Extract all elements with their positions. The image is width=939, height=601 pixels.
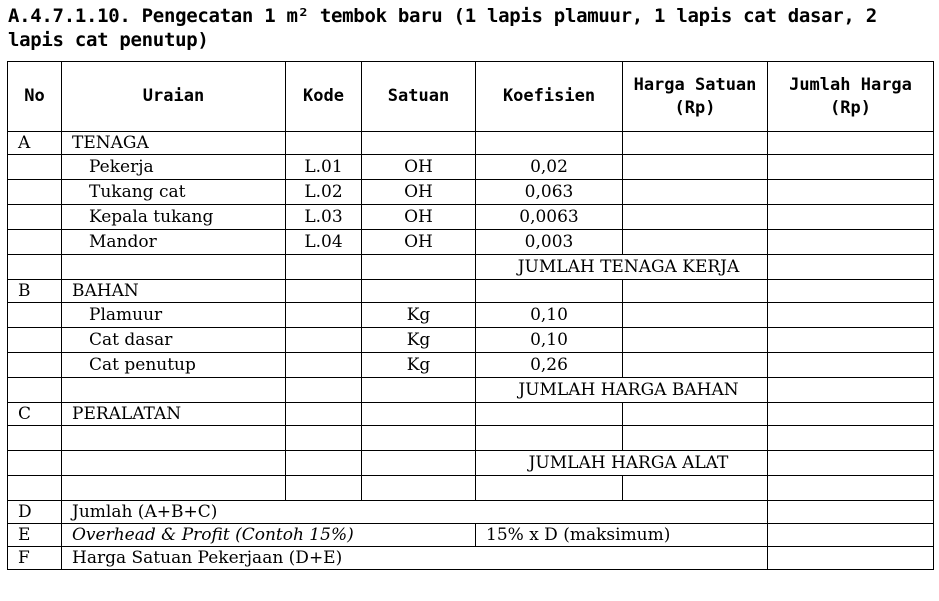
table-row bbox=[8, 353, 934, 378]
item-kode: L.03 bbox=[286, 205, 362, 230]
summary-label: Harga Satuan Pekerjaan (D+E) bbox=[62, 547, 768, 570]
table-row bbox=[8, 328, 934, 353]
item-koefisien: 0,02 bbox=[476, 155, 623, 180]
section-no: A bbox=[8, 132, 62, 155]
total-label: JUMLAH TENAGA KERJA bbox=[476, 255, 768, 280]
item-koefisien: 0,10 bbox=[476, 328, 623, 353]
item-satuan: OH bbox=[362, 230, 476, 255]
section-label: TENAGA bbox=[62, 132, 286, 155]
table-row bbox=[8, 476, 934, 501]
summary-no: D bbox=[8, 501, 62, 524]
header-uraian: Uraian bbox=[62, 62, 286, 132]
summary-label: Jumlah (A+B+C) bbox=[62, 501, 768, 524]
item-uraian: Pekerja bbox=[62, 155, 286, 180]
item-koefisien: 0,26 bbox=[476, 353, 623, 378]
section-no: C bbox=[8, 403, 62, 426]
summary-no: F bbox=[8, 547, 62, 570]
header-jumlah-harga: Jumlah Harga (Rp) bbox=[768, 62, 934, 132]
section-label: PERALATAN bbox=[62, 403, 286, 426]
total-row-tenaga bbox=[8, 255, 934, 280]
table-row bbox=[8, 426, 934, 451]
section-no: B bbox=[8, 280, 62, 303]
summary-label: Overhead & Profit (Contoh 15%) bbox=[62, 524, 476, 547]
item-koefisien: 0,0063 bbox=[476, 205, 623, 230]
header-no: No bbox=[8, 62, 62, 132]
total-row-peralatan bbox=[8, 451, 934, 476]
summary-row-e bbox=[8, 524, 934, 547]
table-row bbox=[8, 205, 934, 230]
item-satuan: Kg bbox=[362, 303, 476, 328]
item-kode: L.01 bbox=[286, 155, 362, 180]
section-label: BAHAN bbox=[62, 280, 286, 303]
header-harga-satuan: Harga Satuan (Rp) bbox=[623, 62, 768, 132]
header-koefisien: Koefisien bbox=[476, 62, 623, 132]
item-koefisien: 0,10 bbox=[476, 303, 623, 328]
page-title: A.4.7.1.10. Pengecatan 1 m² tembok baru (1 lapis plamuur, 1 lapis cat dasar, 2 lapis cat penutup) bbox=[8, 5, 877, 51]
summary-note: 15% x D (maksimum) bbox=[476, 524, 768, 547]
item-uraian: Mandor bbox=[62, 230, 286, 255]
item-satuan: OH bbox=[362, 155, 476, 180]
header-kode: Kode bbox=[286, 62, 362, 132]
section-row-peralatan bbox=[8, 403, 934, 426]
item-uraian: Tukang cat bbox=[62, 180, 286, 205]
table-row bbox=[8, 230, 934, 255]
summary-row-d bbox=[8, 501, 934, 524]
total-row-bahan bbox=[8, 378, 934, 403]
item-satuan: OH bbox=[362, 180, 476, 205]
total-label: JUMLAH HARGA ALAT bbox=[476, 451, 768, 476]
item-uraian: Cat penutup bbox=[62, 353, 286, 378]
section-row-bahan bbox=[8, 280, 934, 303]
item-satuan: Kg bbox=[362, 328, 476, 353]
item-koefisien: 0,003 bbox=[476, 230, 623, 255]
item-koefisien: 0,063 bbox=[476, 180, 623, 205]
item-uraian: Kepala tukang bbox=[62, 205, 286, 230]
table-row bbox=[8, 303, 934, 328]
item-uraian: Plamuur bbox=[62, 303, 286, 328]
item-kode: L.02 bbox=[286, 180, 362, 205]
table-row bbox=[8, 180, 934, 205]
unit-price-analysis-table bbox=[7, 61, 934, 570]
item-satuan: OH bbox=[362, 205, 476, 230]
summary-row-f bbox=[8, 547, 934, 570]
header-row bbox=[8, 62, 934, 132]
item-uraian: Cat dasar bbox=[62, 328, 286, 353]
header-satuan: Satuan bbox=[362, 62, 476, 132]
section-row-tenaga bbox=[8, 132, 934, 155]
table-row bbox=[8, 155, 934, 180]
total-label: JUMLAH HARGA BAHAN bbox=[476, 378, 768, 403]
item-kode: L.04 bbox=[286, 230, 362, 255]
summary-no: E bbox=[8, 524, 62, 547]
item-satuan: Kg bbox=[362, 353, 476, 378]
